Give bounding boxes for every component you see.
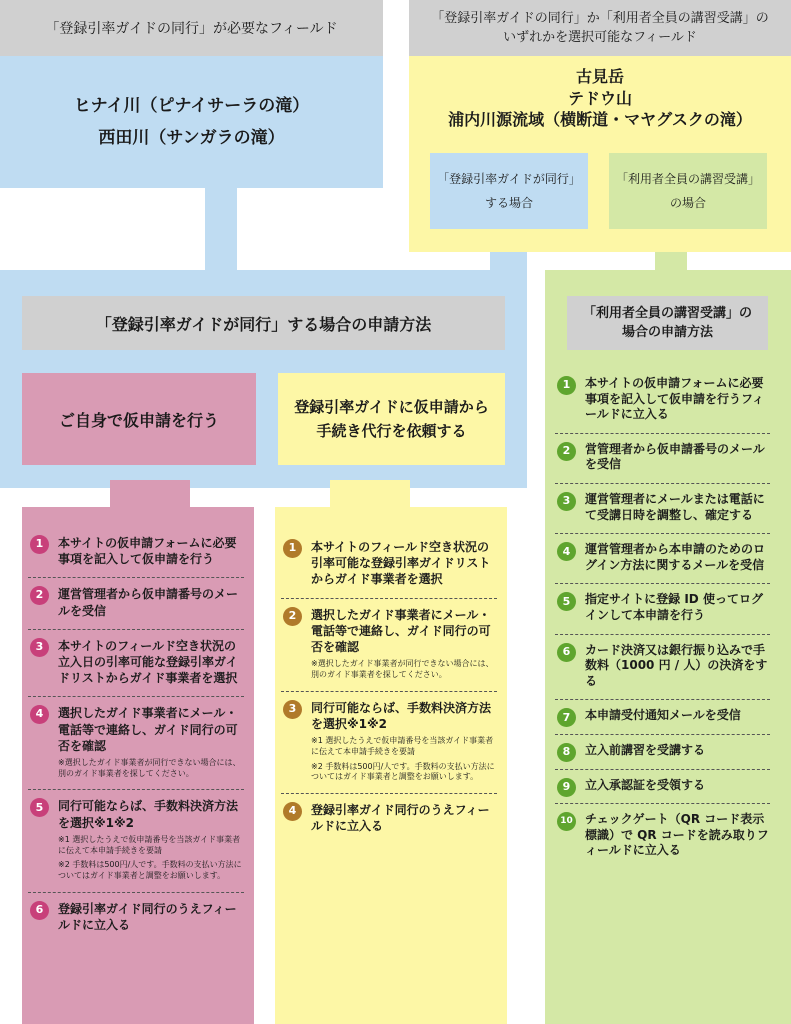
step-text: 本サイトの仮申請フォームに必要事項を記入して仮申請を行う	[58, 536, 237, 567]
agent-apply-header	[278, 373, 505, 465]
course-steps-list	[555, 368, 770, 869]
step-text: 立入前講習を受講する	[585, 742, 706, 757]
step-number-badge: 6	[557, 643, 576, 662]
agent-step-4	[281, 794, 497, 844]
self-step-5	[28, 790, 244, 893]
field-tedou: テドウ山	[567, 88, 632, 108]
step-text: 登録引率ガイド同行のうえフィールドに立入る	[58, 902, 237, 933]
agent-step-3	[281, 692, 497, 795]
left-field-connector-stem	[205, 185, 237, 275]
self-step-4	[28, 697, 244, 790]
guide-method-title-text: 「登録引率ガイドが同行」する場合の申請方法	[95, 314, 432, 334]
step-text: カード決済又は銀行振り込みで手数料（1000 円 / 人）の決済をする	[585, 642, 768, 688]
course-method-title	[567, 296, 768, 350]
self-step-2	[28, 578, 244, 629]
step-number-badge: 7	[557, 708, 576, 727]
step-text: 選択したガイド事業者にメール・電話等で連絡し、ガイド同行の可否を確認	[311, 607, 491, 654]
field-komi: 古見岳	[575, 67, 624, 86]
course-step-7	[555, 700, 770, 735]
step-text: 運営管理者にメールまたは電話にて受講日時を調整し、確定する	[585, 491, 765, 522]
step-note-1: ※1 選択したうえで仮申請番号を当該ガイド事業者に伝えて本申請手続きを要請	[311, 736, 494, 756]
field-urauchi: 浦内川源流域（横断道・マヤグスクの滝）	[448, 110, 752, 130]
self-connector-stem	[110, 480, 190, 510]
step-text: 立入承認証を受領する	[585, 777, 706, 792]
agent-title-line1: 登録引率ガイドに仮申請から	[294, 398, 489, 416]
step-number-badge: 4	[30, 705, 49, 724]
step-note: ※選択したガイド事業者が同行できない場合には、別のガイド事業者を探してください。	[58, 757, 241, 778]
step-text: 指定サイトに登録 ID 使ってログインして本申請を行う	[585, 592, 763, 622]
course-step-2	[555, 434, 770, 484]
step-text: 本サイトのフィールド空き状況の引率可能な登録引率ガイドリストからガイド事業者を選択	[311, 540, 491, 587]
step-number-badge: 1	[283, 539, 302, 558]
case-guide-line1: 「登録引率ガイドが同行」	[437, 172, 581, 186]
course-step-1	[555, 368, 770, 434]
course-step-9	[555, 770, 770, 805]
right-header-line2: いずれかを選択可能なフィールド	[503, 30, 697, 45]
step-number-badge: 2	[283, 607, 302, 626]
step-text: 本申請受付通知メールを受信	[585, 708, 741, 723]
step-number-badge: 1	[30, 535, 49, 554]
agent-connector-stem	[330, 480, 410, 510]
self-step-1	[28, 527, 244, 578]
step-text: 本サイトのフィールド空き状況の立入日の引率可能な登録引率ガイドリストからガイド事業者を選択	[58, 638, 238, 686]
self-apply-header	[22, 373, 256, 465]
agent-steps-list	[281, 531, 497, 845]
course-method-line2: 場合の申請方法	[621, 325, 713, 340]
step-number-badge: 9	[557, 778, 576, 797]
course-method-line1: 「利用者全員の講習受講」の	[582, 305, 752, 321]
self-steps-panel	[22, 507, 254, 1024]
step-number-badge: 8	[557, 743, 576, 762]
field-nishida: 西田川（サンガラの滝）	[98, 128, 285, 148]
agent-step-1	[281, 531, 497, 599]
step-note-1: ※1 選択したうえで仮申請番号を当該ガイド事業者に伝えて本申請手続きを要請	[58, 834, 241, 855]
step-number-badge: 4	[557, 542, 576, 561]
agent-steps-panel	[275, 507, 507, 1024]
self-steps-list	[28, 527, 244, 943]
step-text: 本サイトの仮申請フォームに必要事項を記入して仮申請を行うフィールドに立入る	[585, 376, 765, 422]
step-number-badge: 5	[557, 592, 576, 611]
step-number-badge: 5	[30, 798, 49, 817]
course-step-4	[555, 534, 770, 584]
self-step-6	[28, 893, 244, 943]
step-number-badge: 3	[30, 638, 49, 657]
guide-method-title	[22, 296, 505, 350]
step-text: 運営管理者から本申請のためのログイン方法に関するメールを受信	[585, 542, 766, 572]
self-step-3	[28, 630, 244, 698]
step-number-badge: 3	[557, 492, 576, 511]
field-hinai: ヒナイ川（ピナイサーラの滝）	[73, 95, 310, 116]
step-number-badge: 2	[557, 442, 576, 461]
case-course-line2: の場合	[669, 196, 706, 210]
course-step-8	[555, 735, 770, 770]
step-number-badge: 4	[283, 802, 302, 821]
step-text: 登録引率ガイド同行のうえフィールドに立入る	[311, 803, 490, 834]
step-text: 同行可能ならば、手数料決済方法を選択※1※2	[58, 799, 239, 830]
right-header-line1: 「登録引率ガイドの同行」か「利用者全員の講習受講」の	[431, 10, 769, 26]
left-header	[0, 0, 383, 56]
left-fields-box	[0, 56, 383, 188]
step-text: 同行可能ならば、手数料決済方法を選択※1※2	[311, 700, 492, 731]
course-step-6	[555, 635, 770, 701]
step-number-badge: 2	[30, 586, 49, 605]
step-number-badge: 1	[557, 376, 576, 395]
case-course-line1: 「利用者全員の講習受講」	[615, 172, 760, 186]
step-text: チェックゲート（QR コード表示標識）で QR コードを読み取りフィールドに立入る	[585, 812, 769, 858]
case-guide-box	[430, 153, 588, 229]
agent-title-line2: 手続き代行を依頼する	[316, 422, 467, 440]
course-step-3	[555, 484, 770, 534]
course-step-5	[555, 584, 770, 634]
step-number-badge: 6	[30, 901, 49, 920]
case-guide-line2: する場合	[484, 196, 533, 210]
step-text: 選択したガイド事業者にメール・電話等で連絡し、ガイド同行の可否を確認	[58, 706, 238, 753]
step-number-badge: 3	[283, 700, 302, 719]
course-step-10	[555, 804, 770, 869]
right-header	[409, 0, 791, 56]
agent-step-2	[281, 599, 497, 692]
self-apply-title: ご自身で仮申請を行う	[58, 410, 219, 430]
step-note-2: ※2 手数料は500円/人です。手数料の支払い方法についてはガイド事業者と調整をお願いします。	[311, 761, 495, 782]
step-number-badge: 10	[557, 812, 576, 831]
step-note-2: ※2 手数料は500円/人です。手数料の支払い方法についてはガイド事業者と調整をお願いします。	[58, 860, 242, 881]
case-course-box	[609, 153, 767, 229]
step-text: 営管理者から仮申請番号のメールを受信	[585, 441, 765, 472]
course-steps-panel	[555, 368, 770, 1018]
left-header-text: 「登録引率ガイドの同行」が必要なフィールド	[45, 21, 338, 37]
step-note: ※選択したガイド事業者が同行できない場合には、別のガイド事業者を探してください。	[311, 659, 494, 679]
step-text: 運営管理者から仮申請番号のメールを受信	[58, 587, 239, 618]
